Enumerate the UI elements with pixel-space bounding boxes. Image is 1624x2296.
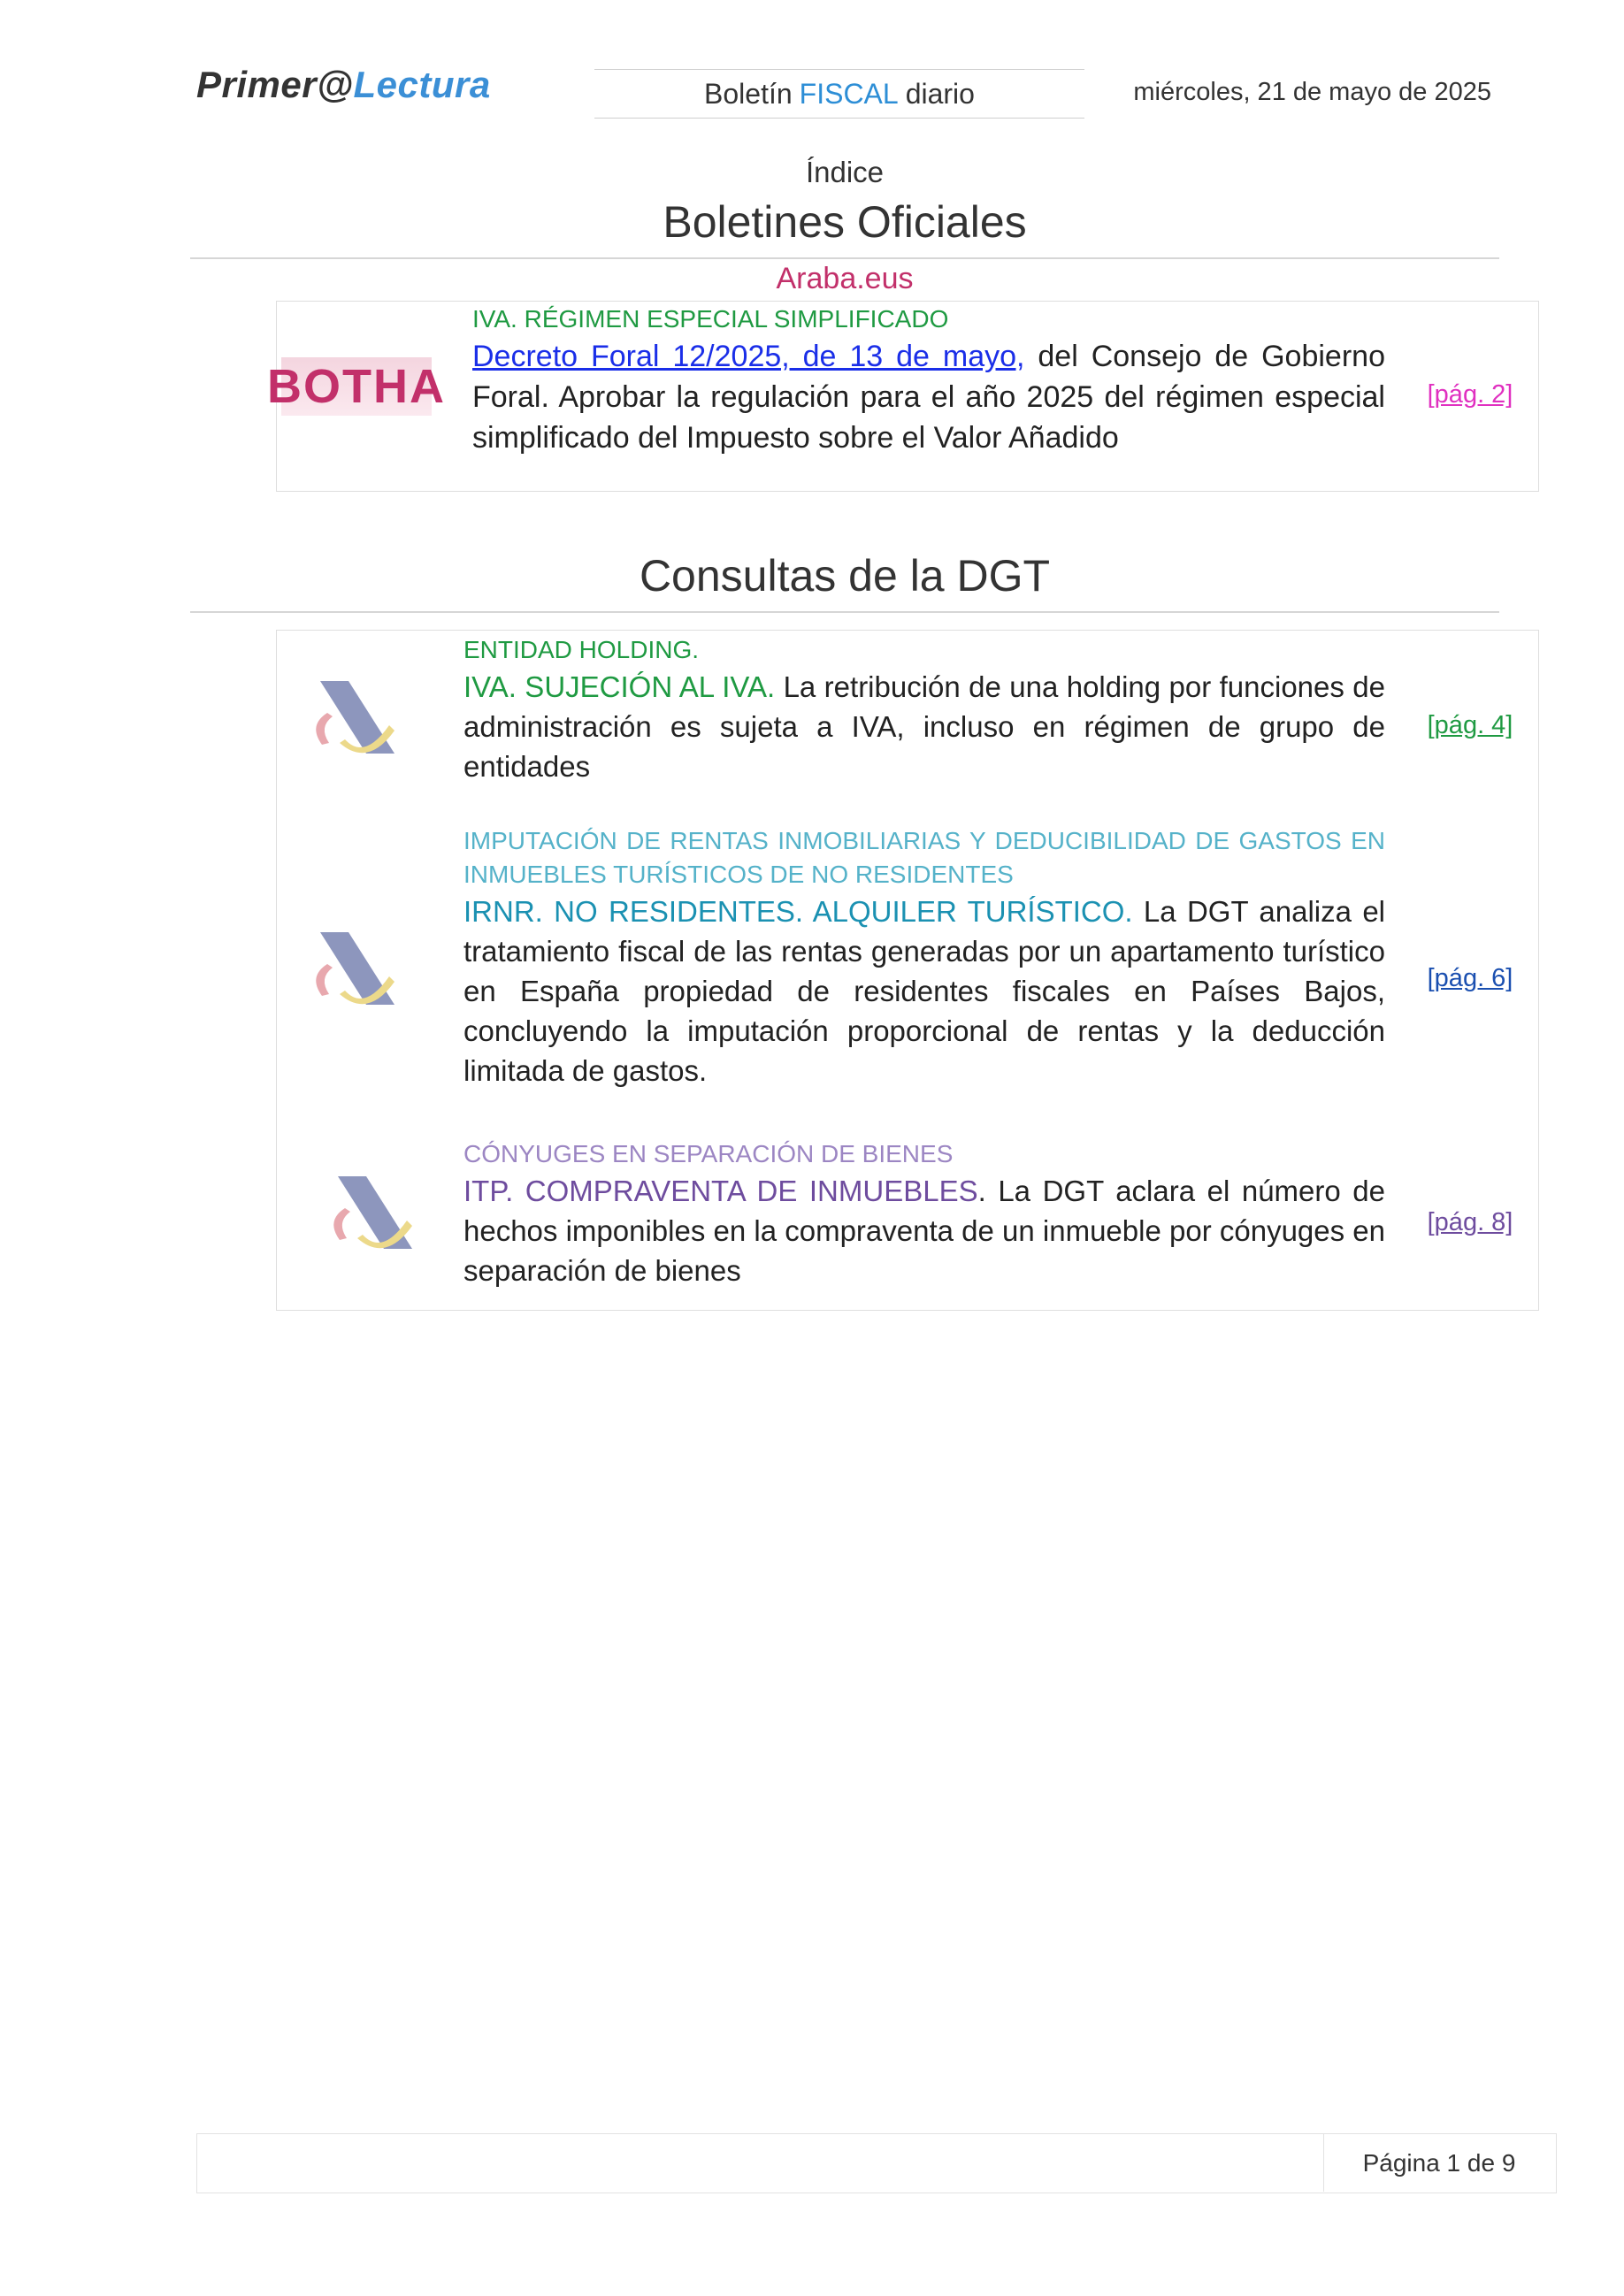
- bulletin-prefix: Boletín: [704, 77, 793, 110]
- page-ref-link[interactable]: [pág. 6]: [1427, 964, 1513, 992]
- entry-category: IVA. RÉGIMEN ESPECIAL SIMPLIFICADO: [472, 305, 949, 333]
- entry-text: . La DGT aclara el número de hechos imponibles en la compraventa de un inmueble por cónyuges en separación de bienes: [463, 1175, 1385, 1287]
- entry-text: La retribución de una holding por funciones de administración es sujeta a IVA, incluso en régimen de grupo de entidades: [463, 670, 1385, 783]
- aeat-logo-icon: [303, 927, 400, 1012]
- entry-text: La DGT analiza el tratamiento fiscal de las rentas generadas por un apartamento turístico en España propiedad de residentes fiscales en Países Bajos, concluyendo la imputación proporcional de rentas y la deducción limitada de gastos.: [463, 895, 1385, 1087]
- entry-body: [463, 667, 1385, 786]
- logo-part2: Lectura: [353, 64, 491, 105]
- section-divider: [190, 257, 1499, 259]
- bulletin-title: [594, 69, 1084, 119]
- entry-text: del Consejo de Gobierno Foral. Aprobar la regulación para el año 2025 del régimen especial simplificado del Impuesto sobre el Valor Añadido: [472, 340, 1385, 455]
- source-label: Araba.eus: [776, 262, 914, 295]
- index-heading: Índice: [805, 156, 885, 188]
- dgt-entry: [463, 1137, 1385, 1290]
- botha-logo: BOTHA: [281, 357, 432, 416]
- section-divider: [190, 611, 1499, 613]
- entry-lead: ITP. COMPRAVENTA DE INMUEBLES: [463, 1175, 978, 1207]
- page-number: Página 1 de 9: [1362, 2149, 1516, 2177]
- bulletin-suffix: diario: [905, 77, 975, 110]
- entry-lead: IRNR. NO RESIDENTES. ALQUILER TURÍSTICO.: [463, 895, 1133, 928]
- entry-category: IMPUTACIÓN DE RENTAS INMOBILIARIAS Y DEDUCIBILIDAD DE GASTOS EN INMUEBLES TURÍSTICOS DE NO RESIDENTES: [463, 827, 1385, 888]
- entry-lead: IVA. SUJECIÓN AL IVA.: [463, 670, 776, 703]
- dgt-entry: [463, 633, 1385, 786]
- primera-lectura-logo: [196, 64, 491, 106]
- bulletin-highlight: FISCAL: [799, 77, 899, 110]
- page-ref-link[interactable]: [pág. 4]: [1427, 711, 1513, 739]
- decree-link[interactable]: Decreto Foral 12/2025, de 13 de mayo,: [472, 340, 1025, 373]
- page-ref-link[interactable]: [pág. 8]: [1427, 1208, 1513, 1236]
- entry-body: [472, 336, 1385, 458]
- section-title-boletines: Boletines Oficiales: [663, 197, 1027, 247]
- logo-part1: Primer@: [196, 64, 354, 105]
- entry-category: ENTIDAD HOLDING.: [463, 636, 700, 663]
- entry-body: [463, 1171, 1385, 1290]
- boletin-entry: [472, 302, 1385, 458]
- page-ref-link[interactable]: [pág. 2]: [1427, 380, 1513, 409]
- entry-category: CÓNYUGES EN SEPARACIÓN DE BIENES: [463, 1140, 954, 1167]
- header-date: miércoles, 21 de mayo de 2025: [1133, 78, 1491, 106]
- entry-body: [463, 892, 1385, 1091]
- section-title-dgt: Consultas de la DGT: [639, 551, 1051, 601]
- aeat-logo-icon: [320, 1171, 417, 1256]
- aeat-logo-icon: [303, 676, 400, 761]
- dgt-entry: [463, 824, 1385, 1091]
